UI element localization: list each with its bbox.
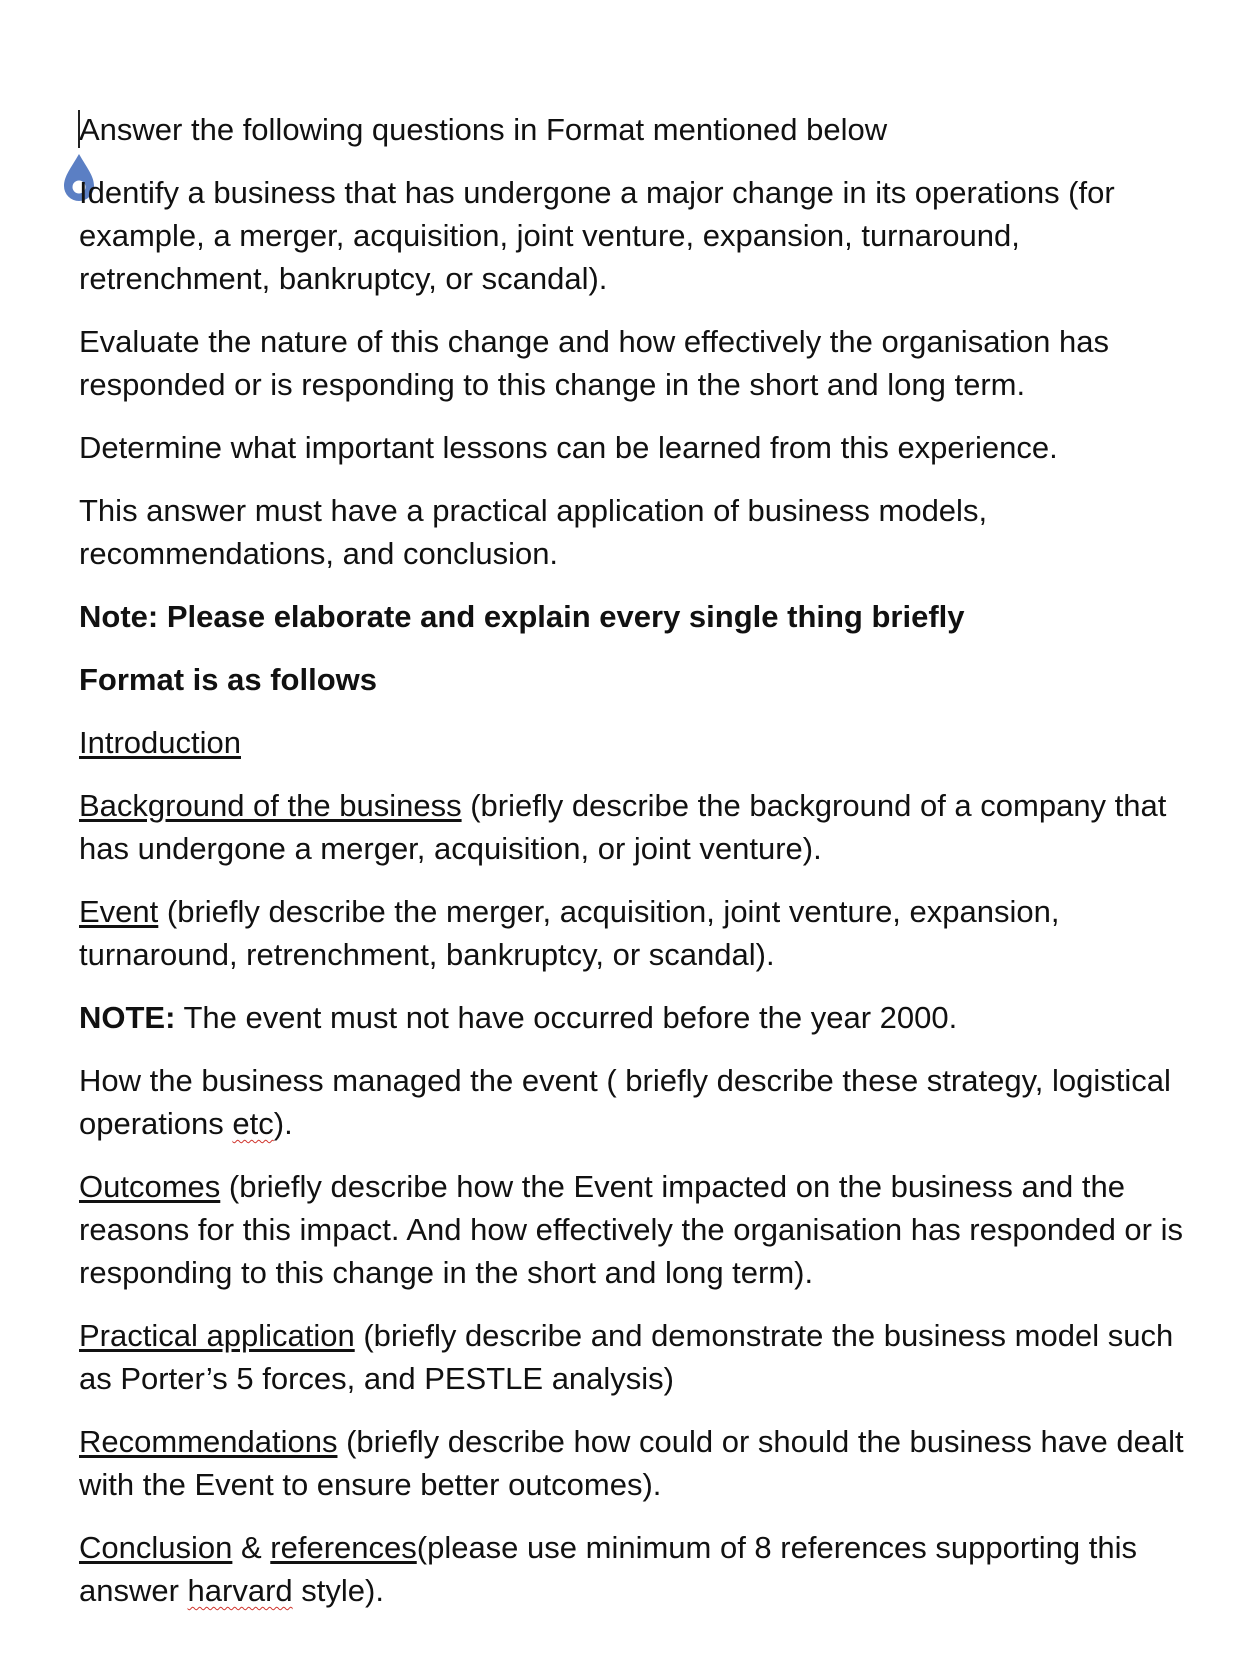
document-body[interactable]	[79, 108, 1189, 1632]
background-label: Background of the business	[79, 788, 462, 823]
event-label: Event	[79, 894, 159, 929]
recommendations-label: Recommendations	[79, 1424, 338, 1459]
spelling-flag-etc[interactable]: etc	[232, 1106, 274, 1141]
spelling-flag-harvard[interactable]: harvard	[187, 1573, 293, 1608]
format-recommendations	[79, 1420, 1189, 1506]
format-practical-application	[79, 1314, 1189, 1400]
outcomes-label: Outcomes	[79, 1169, 221, 1204]
introduction-label: Introduction	[79, 725, 241, 760]
outcomes-text: (briefly describe how the Event impacted on the business and the reasons for this impact. And how effectively the organisation has responded or is responding to this change in the short and long term).	[79, 1169, 1183, 1290]
managed-end: ).	[273, 1106, 293, 1141]
question-identify: Identify a business that has undergone a major change in its operations (for example, a merger, acquisition, joint venture, expansion, turnaround, retrenchment, bankruptcy, or scandal).	[79, 175, 1115, 296]
format-heading: Format is as follows	[79, 662, 378, 697]
background-text: (briefly describe the background of a company that has undergone a merger, acquisition, or joint venture).	[79, 788, 1167, 866]
format-introduction	[79, 721, 1189, 764]
conclusion-text: (please use minimum of 8 references supporting this answer	[79, 1530, 1137, 1608]
practical-label: Practical application	[79, 1318, 355, 1353]
note-year-label: NOTE:	[79, 1000, 176, 1035]
question-determine: Determine what important lessons can be learned from this experience.	[79, 430, 1058, 465]
note-elaborate: Note: Please elaborate and explain every single thing briefly	[79, 599, 965, 634]
managed-text: How the business managed the event ( briefly describe these strategy, logistical operations	[79, 1063, 1171, 1141]
question-practical: This answer must have a practical application of business models, recommendations, and conclusion.	[79, 493, 988, 571]
references-label: references	[270, 1530, 417, 1565]
conclusion-label: Conclusion	[79, 1530, 233, 1565]
recommendations-text: (briefly describe how could or should the business have dealt with the Event to ensure better outcomes).	[79, 1424, 1184, 1502]
format-background	[79, 784, 1189, 870]
note-year-text: The event must not have occurred before the year 2000.	[175, 1000, 958, 1035]
note-year	[79, 996, 1189, 1039]
question-evaluate: Evaluate the nature of this change and how effectively the organisation has responded or is responding to this change in the short and long term.	[79, 324, 1110, 402]
conclusion-end: style).	[292, 1573, 384, 1608]
practical-text: (briefly describe and demonstrate the business model such as Porter’s 5 forces, and PESTLE analysis)	[79, 1318, 1174, 1396]
conclusion-amp: &	[232, 1530, 271, 1565]
intro-line: Answer the following questions in Format mentioned below	[79, 112, 888, 147]
format-event	[79, 890, 1189, 976]
format-managed	[79, 1059, 1189, 1145]
format-outcomes	[79, 1165, 1189, 1294]
format-conclusion	[79, 1526, 1189, 1612]
event-text: (briefly describe the merger, acquisition, joint venture, expansion, turnaround, retrenchment, bankruptcy, or scandal).	[79, 894, 1060, 972]
